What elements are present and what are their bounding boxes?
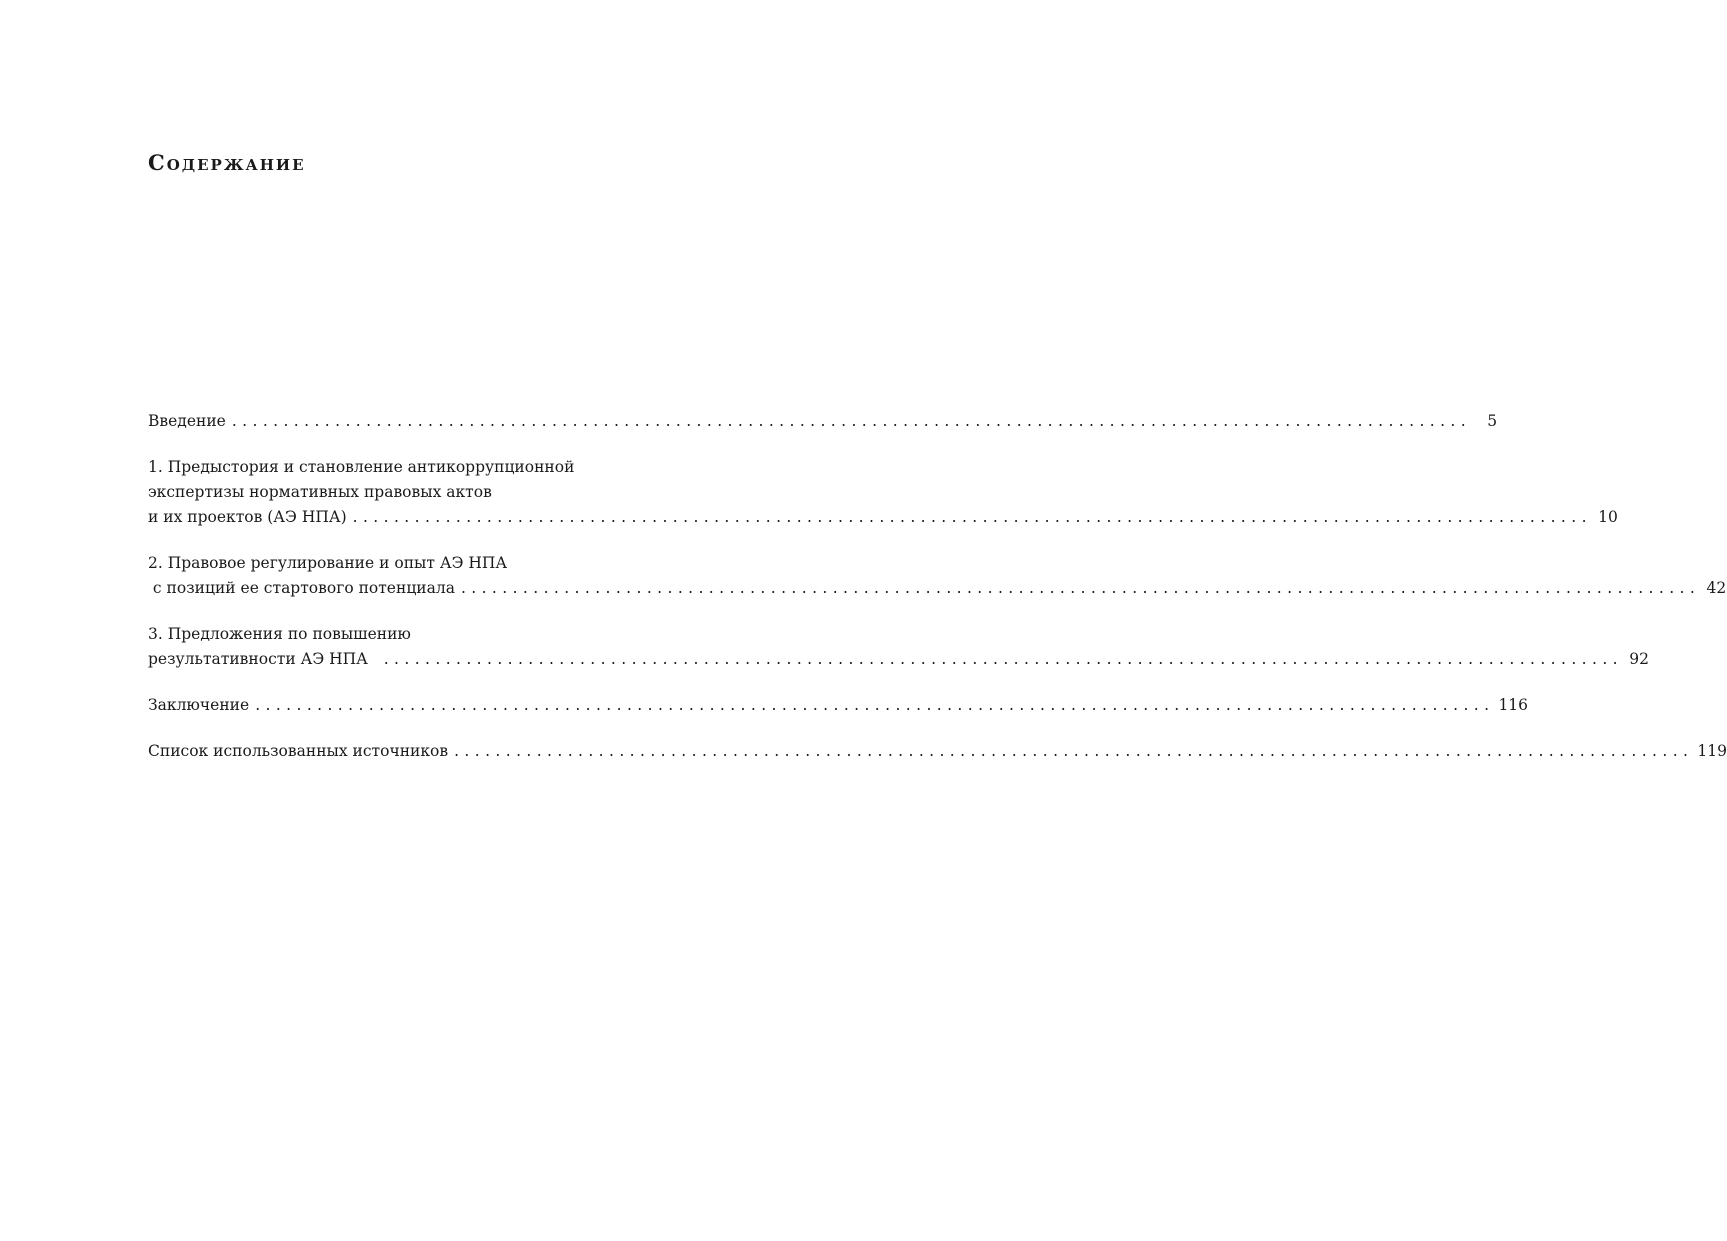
- dot-leader: ........................................................................................................................: [383, 650, 1623, 668]
- toc-entry-line: 2. Правовое регулирование и опыт АЭ НПА: [148, 554, 508, 572]
- toc-entry-title: Список использованных источников: [148, 742, 449, 760]
- dot-leader: ........................................................................................................................: [454, 742, 1694, 760]
- dot-leader: ........................................................................................................................: [255, 696, 1495, 714]
- toc-entry-last-line: [148, 409, 1498, 434]
- toc-entry-title: Заключение: [148, 696, 250, 714]
- toc-entry-line: 1. Предыстория и становление антикоррупционной: [148, 458, 575, 476]
- toc-page-number: 5: [1487, 412, 1498, 430]
- toc-entry-last-line: [148, 576, 1727, 601]
- toc-page-number: 119: [1697, 742, 1727, 760]
- toc-entry-chapter-2[interactable]: [148, 551, 1727, 601]
- dot-leader: ........................................................................................................................: [460, 579, 1701, 597]
- toc-entry-title: и их проектов (АЭ НПА): [148, 508, 347, 526]
- toc-page-number: 10: [1598, 508, 1618, 526]
- dot-leader: ........................................................................................................................: [352, 508, 1592, 526]
- toc-entry-chapter-3[interactable]: [148, 622, 1649, 672]
- toc-entry-last-line: [148, 693, 1529, 718]
- toc-entry-last-line: [148, 647, 1649, 672]
- toc-page-number: 92: [1629, 650, 1649, 668]
- toc-page-number: 116: [1498, 696, 1529, 714]
- toc-entry-references[interactable]: [148, 739, 1727, 764]
- toc-entry-introduction[interactable]: [148, 409, 1498, 434]
- toc-entry-title: Введение: [148, 412, 226, 430]
- page-title: Содержание: [148, 150, 306, 175]
- toc-entry-line: экспертизы нормативных правовых актов: [148, 483, 492, 501]
- table-of-contents: [148, 409, 1727, 785]
- toc-entry-chapter-1[interactable]: [148, 455, 1618, 530]
- toc-entry-title: с позиций ее стартового потенциала: [148, 579, 455, 597]
- dot-leader: ........................................................................................................................: [231, 412, 1472, 430]
- toc-page-number: 42: [1706, 579, 1727, 597]
- toc-entry-last-line: [148, 739, 1727, 764]
- toc-entry-last-line: [148, 505, 1618, 530]
- toc-entry-title: результативности АЭ НПА: [148, 650, 378, 668]
- toc-entry-line: 3. Предложения по повышению: [148, 625, 411, 643]
- toc-entry-conclusion[interactable]: [148, 693, 1529, 718]
